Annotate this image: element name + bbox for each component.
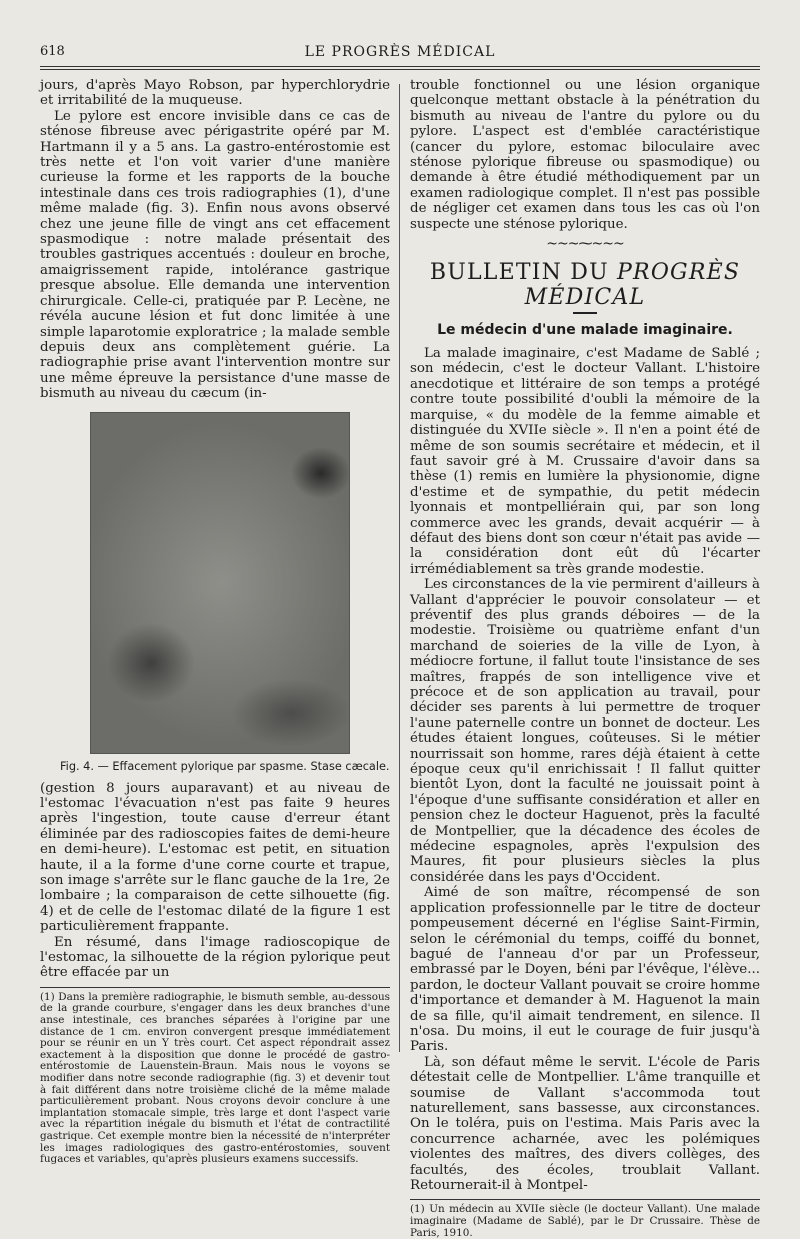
article-title: Le médecin d'une malade imaginaire.: [437, 322, 733, 339]
right-paragraph-4: Là, son défaut même le servit. L'école de Paris détestait celle de Montpellier. L'âme tranquille et soumise de Vallant s'accommoda tout naturellement, sans bassesse, aux circonstances. On le toléra, puis on l'estima. Mais Paris avec la concurrence acharnée, avec les polémiques violentes des maîtres, des divers collèges, des facultés, des écoles, troublait Vallant. Retournerait-il à Montpel-: [410, 1054, 760, 1193]
right-footnote-text: (1) Un médecin au XVIIe siècle (le docteur Vallant). Une malade imaginaire (Madame de Sablé), par le Dr Crussaire. Thèse de Paris, 1910.: [410, 1203, 760, 1239]
page-header: [40, 42, 760, 64]
right-column: [410, 78, 760, 1239]
bulletin-rule: [573, 312, 597, 314]
bulletin-heading: [410, 260, 760, 310]
left-paragraph-4: En résumé, dans l'image radioscopique de l'estomac, la silhouette de la région pylorique peut être effacée par un: [40, 934, 390, 981]
left-column: [40, 78, 390, 1166]
left-footnote-text: (1) Dans la première radiographie, le bismuth semble, au-dessous de la grande courbure, s'engager dans les deux branches d'une anse intestinale, ces branches séparées à l'origine par une distance de 1 cm. environ convergent presque immédiatement pour se réunir en un Y très court. Cet aspect répondrait assez exactement à la disposition que donne le procédé de gastro-entérostomie de Lauenstein-Braun. Mais nous le voyons se modifier dans notre seconde radiographie (fig. 3) et devenir tout à fait différent dans notre troisième cliché de la même malade particulièrement probant. Nous croyons devoir conclure à une implantation stomacale simple, très large et dont l'aspect varie avec la répartition inégale du bismuth et l'état de contractilité gastrique. Cet exemple montre bien la nécessité de n'interpréter les images radiologiques des gastro-entérostomies, souvent fugaces et variables, qu'après plusieurs examens successifs.: [40, 990, 390, 1166]
right-footnote-rule: [410, 1199, 760, 1200]
page-number: 618: [40, 44, 65, 59]
left-paragraph-2: Le pylore est encore invisible dans ce cas de sténose fibreuse avec périgastrite opéré par M. Hartmann il y a 5 ans. La gastro-entérostomie est très nette et l'on voit varier d'une manière curieuse la forme et les rapports de la bouche intestinale dans ces trois radiographies (1), d'une même malade (fig. 3). Enfin nous avons observé chez une jeune fille de vingt ans cet effacement spasmodique : notre malade présentait des troubles gastriques accentués : douleur en broche, amaigrissement rapide, intolérance gastrique presque absolue. Elle demanda une intervention chirurgicale. Celle-ci, pratiquée par P. Lecène, ne révéla aucune lésion et fut donc limitée à une simple laparotomie exploratrice ; la malade semble depuis deux ans complètement guérie. La radiographie prise avant l'intervention montre sur une même épreuve la persistance d'une masse de bismuth au niveau du cæcum (in-: [40, 108, 390, 402]
bulletin-journal-name: PROGRÈS MÉDICAL: [524, 260, 741, 311]
left-paragraph-3: (gestion 8 jours auparavant) et au niveau de l'estomac l'évacuation n'est pas faite 9 heures après l'ingestion, toute cause d'erreur étant éliminée par des radioscopies faites de demi-heure en demi-heure). L'estomac est petit, en situation haute, il a la forme d'une corne courte et trapue, son image s'arrête sur le flanc gauche de la 1re, 2e lombaire ; la comparaison de cette silhouette (fig. 4) et de celle de l'estomac dilaté de la figure 1 est particulièrement frappante.: [40, 780, 390, 935]
left-paragraph-1: jours, d'après Mayo Robson, par hyperchlorydrie et irritabilité de la muqueuse.: [40, 78, 390, 109]
right-intro-paragraph: trouble fonctionnel ou une lésion organique quelconque mettant obstacle à la pénétration du bismuth au niveau de l'antre du pylore ou du pylore. L'aspect est d'emblée caractéristique (cancer du pylore, estomac biloculaire avec sténose pylorique fibreuse ou spasmodique) ou demande à être étudié méthodiquement par un examen radiologique complet. Il n'est pas possible de négliger cet examen dans tous les cas où l'on suspecte une sténose pylorique.: [410, 78, 760, 232]
figure-caption: Fig. 4. — Effacement pylorique par spasme. Stase cæcale.: [60, 759, 390, 773]
right-paragraph-3: Aimé de son maître, récompensé de son application professionnelle par le titre de docteur pompeusement décerné en l'église Saint-Firmin, selon le cérémonial du temps, coiffé du bonnet, bagué de l'anneau d'or par un Professeur, embrassé par le Doyen, béni par l'évêque, l'élève... pardon, le docteur Vallant pouvait se croire homme d'importance et demander à M. Haguenot la main de sa fille, qu'il aimait tendrement, en silence. Il n'osa. Du moins, il eut le courage de fuir jusqu'à Paris.: [410, 885, 760, 1055]
right-paragraph-2: Les circonstances de la vie permirent d'ailleurs à Vallant d'apprécier le pouvoir consolateur — et préventif des plus grands déboires — de la modestie. Troisième ou quatrième enfant d'un marchand de soieries de la ville de Lyon, à médiocre fortune, il fallut toute l'insistance de ses maîtres, frappés de son intelligence vive et précoce et de son application au travail, pour décider ses parents à lui permettre de troquer l'aune paternelle contre un bonnet de docteur. Les études étaient longues, coûteuses. Si le métier nourrissait son homme, rares déjà étaient à cette époque ceux qu'il enrichissait ! Il fallut quitter bientôt Lyon, dont la faculté ne jouissait point à l'époque d'une suffisante considération et aller en pension chez le docteur Haguenot, près la faculté de Montpellier, que la décadence des écoles de médecine espagnoles, après l'expulsion des Maures, fit pour plusieurs siècles la plus considérée dans les pays d'Occident.: [410, 577, 760, 885]
ornament-divider: ~~~⁓~~~: [546, 236, 624, 253]
bulletin-prefix: BULLETIN DU: [429, 260, 618, 286]
left-footnote: [40, 992, 390, 1166]
right-paragraph-1: La malade imaginaire, c'est Madame de Sablé ; son médecin, c'est le docteur Vallant. L'histoire anecdotique et littéraire de son temps a protégé contre toute possibilité d'oubli la mémoire de la marquise, « du modèle de la femme aimable et distinguée du XVIIe siècle ». Il n'en a point été de même de son soumis secrétaire et médecin, et il faut savoir gré à M. Crussaire d'avoir dans sa thèse (1) remis en lumière la physionomie, digne d'estime et de sympathie, du petit médecin lyonnais et montpelliérain qui, par son long commerce avec les grands, devait acquérir — à défaut des biens dont son cœur n'était pas avide — la considération dont eût dû l'écarter irrémédiablement sa très grande modestie.: [410, 346, 760, 577]
radiograph-figure: [90, 412, 350, 754]
journal-title: LE PROGRÈS MÉDICAL: [304, 44, 496, 60]
right-footnote: [410, 1204, 760, 1239]
footnote-rule: [40, 987, 390, 988]
column-divider: [399, 84, 400, 1052]
header-rule: [40, 66, 760, 70]
